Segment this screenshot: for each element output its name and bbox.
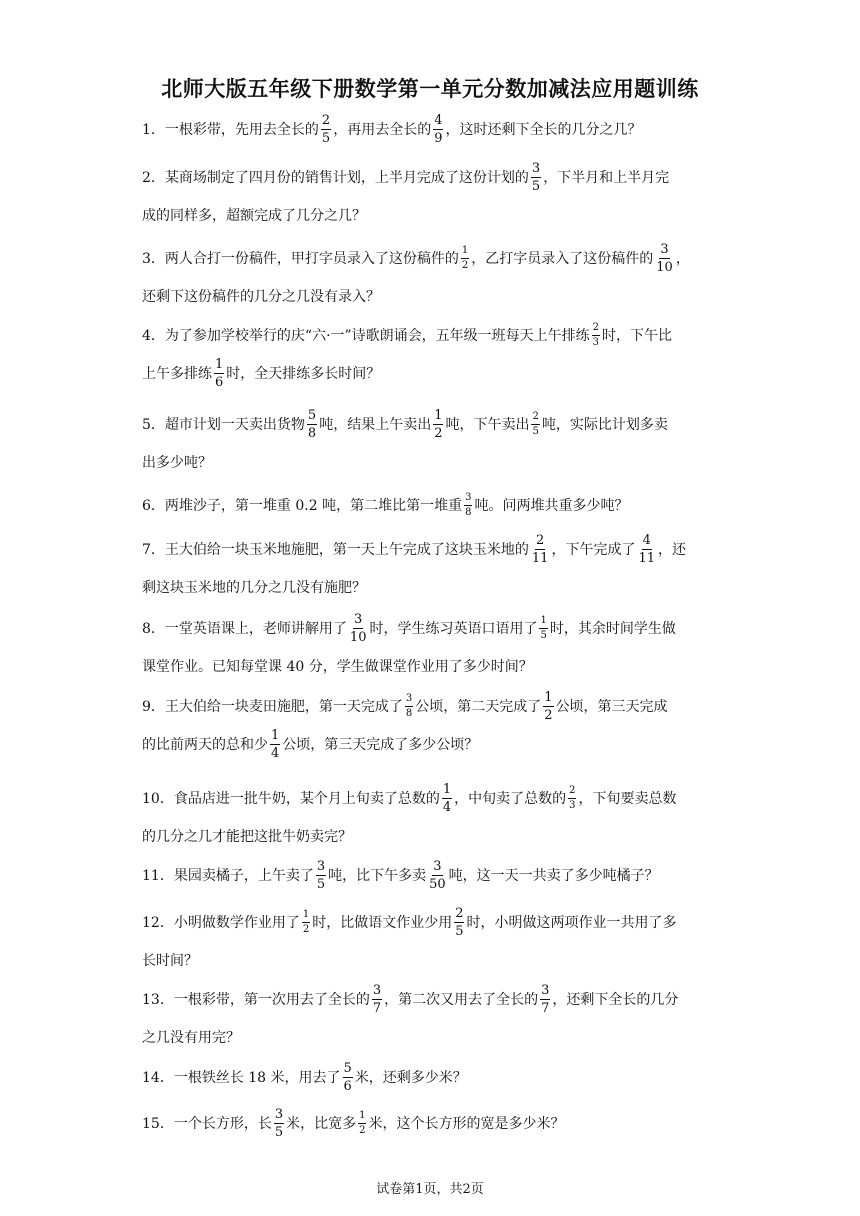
fraction-numerator: 2 — [531, 412, 539, 425]
fraction-denominator: 5 — [274, 1124, 284, 1140]
fraction-numerator: 3 — [531, 160, 541, 176]
fraction-denominator: 2 — [461, 259, 469, 271]
fraction-numerator: 4 — [642, 532, 651, 548]
fraction — [442, 783, 452, 814]
fraction — [302, 910, 310, 935]
fraction-numerator: 3 — [316, 858, 326, 874]
question-text: 5．超市计划一天卖出货物 — [142, 417, 305, 433]
question-text: ，下半月和上半月完 — [543, 170, 670, 186]
fraction-denominator: 6 — [343, 1078, 352, 1094]
fraction-denominator: 5 — [540, 629, 547, 641]
fraction — [433, 409, 443, 440]
fraction-denominator: 2 — [544, 707, 553, 723]
fraction-numerator: 2 — [455, 905, 464, 921]
question-2 — [142, 158, 722, 234]
question-text: 吨，这一天一共卖了多少吨橘子？ — [448, 868, 659, 884]
question-text: ，还 — [658, 542, 686, 558]
fraction — [343, 1062, 353, 1093]
question-10 — [142, 779, 722, 855]
question-line — [142, 687, 722, 725]
question-line — [142, 354, 722, 392]
question-1 — [142, 110, 722, 148]
fraction-numerator: 1 — [434, 407, 443, 423]
question-text: ，下午完成了 — [551, 542, 636, 558]
fraction — [531, 412, 539, 437]
fraction-denominator: 5 — [531, 178, 541, 194]
question-text: 公顷，第三天完成 — [555, 699, 668, 715]
question-line — [142, 817, 722, 855]
fraction-denominator: 3 — [569, 799, 576, 811]
fraction-numerator: 3 — [274, 1106, 284, 1122]
fraction-denominator: 10 — [656, 259, 673, 275]
fraction-numerator: 3 — [354, 611, 363, 627]
question-line — [142, 725, 722, 763]
fraction — [321, 114, 331, 145]
fraction — [655, 243, 674, 274]
question-line — [142, 110, 722, 148]
fraction-numerator: 3 — [660, 241, 669, 257]
question-text: 剩这块玉米地的几分之几没有施肥？ — [142, 580, 366, 596]
question-text: 米，比宽多 — [286, 1116, 357, 1132]
question-text: 13．一根彩带，第一次用去了全长的 — [142, 992, 370, 1008]
question-line — [142, 530, 722, 568]
question-line — [142, 647, 722, 685]
question-text: 米，这个长方形的宽是多少米？ — [368, 1116, 565, 1132]
question-9 — [142, 687, 722, 763]
fraction-denominator: 11 — [531, 550, 549, 566]
question-line — [142, 277, 722, 315]
fraction-numerator: 4 — [434, 112, 443, 128]
question-line — [142, 568, 722, 606]
fraction-denominator: 8 — [307, 425, 317, 441]
fraction-denominator: 4 — [442, 799, 452, 815]
question-text: 时，下午比 — [602, 328, 673, 344]
question-text: 时，全天排练多长时间？ — [226, 366, 381, 382]
question-text: 时，学生练习英语口语用了 — [369, 621, 538, 637]
fraction — [543, 691, 553, 722]
fraction-numerator: 2 — [568, 786, 576, 799]
question-15 — [142, 1104, 722, 1142]
question-text: 8．一堂英语课上，老师讲解用了 — [142, 621, 347, 637]
fraction-denominator: 2 — [302, 923, 310, 935]
fraction — [539, 616, 547, 641]
fraction-denominator: 8 — [465, 506, 472, 518]
fraction-numerator: 1 — [302, 910, 310, 923]
question-line — [142, 158, 722, 196]
fraction-denominator: 11 — [638, 550, 655, 566]
fraction — [405, 694, 413, 719]
question-text: 7．王大伯给一块玉米地施肥，第一天上午完成了这块玉米地的 — [142, 542, 529, 558]
question-line — [142, 903, 722, 941]
fraction-numerator: 3 — [372, 982, 382, 998]
fraction-numerator: 3 — [464, 493, 472, 506]
question-text: ， — [675, 251, 690, 267]
fraction — [372, 984, 382, 1015]
fraction — [270, 729, 280, 760]
fraction-denominator: 5 — [316, 876, 326, 892]
fraction-numerator: 2 — [321, 112, 331, 128]
question-text: 成的同样多，超额完成了几分之几？ — [142, 208, 366, 224]
fraction-numerator: 1 — [442, 781, 452, 797]
fraction-numerator: 1 — [461, 246, 469, 259]
question-text: 15．一个长方形，长 — [142, 1116, 272, 1132]
question-text: 6．两堆沙子，第一堆重 0.2 吨，第二堆比第一堆重 — [142, 498, 463, 514]
question-5 — [142, 405, 722, 481]
question-line — [142, 316, 722, 354]
question-text: 1．一根彩带，先用去全长的 — [142, 122, 319, 138]
question-text: 米，还剩多少米？ — [354, 1070, 467, 1086]
question-text: 吨，结果上午卖出 — [319, 417, 432, 433]
question-text: 吨。问两堆共重多少吨？ — [474, 498, 629, 514]
question-line — [142, 486, 722, 524]
question-text: 课堂作业。已知每堂课 40 分，学生做课堂作业用了多少时间？ — [142, 659, 533, 675]
question-text: 时，比做语文作业少用 — [312, 915, 453, 931]
question-text: 9．王大伯给一块麦田施肥，第一天完成了 — [142, 699, 403, 715]
question-text: 12．小明做数学作业用了 — [142, 915, 300, 931]
question-12 — [142, 903, 722, 979]
fraction-numerator: 5 — [343, 1060, 352, 1076]
fraction-denominator: 5 — [455, 923, 464, 939]
fraction — [307, 409, 317, 440]
question-text: 4．为了参加学校举行的庆“六·一”诗歌朗诵会，五年级一班每天上午排练 — [142, 328, 590, 344]
question-3 — [142, 239, 722, 315]
fraction-denominator: 7 — [372, 1000, 382, 1016]
fraction-denominator: 2 — [359, 1124, 366, 1136]
question-text: ，还剩下全长的几分 — [552, 992, 679, 1008]
question-line — [142, 856, 722, 894]
question-text: 吨，实际比计划多卖 — [541, 417, 668, 433]
question-text: 3．两人合打一份稿件，甲打字员录入了这份稿件的 — [142, 251, 459, 267]
fraction-numerator: 3 — [541, 982, 550, 998]
question-line — [142, 941, 722, 979]
page-title: 北师大版五年级下册数学第一单元分数加减法应用题训练 — [161, 76, 699, 101]
page-footer: 试卷第1页，共2页 — [376, 1182, 484, 1197]
fraction-numerator: 3 — [405, 694, 413, 707]
question-text: 时，小明做这两项作业一共用了多 — [466, 915, 677, 931]
question-text: 2．某商场制定了四月份的销售计划，上半月完成了这份计划的 — [142, 170, 529, 186]
fraction — [358, 1111, 366, 1136]
question-line — [142, 779, 722, 817]
question-7 — [142, 530, 722, 606]
fraction — [316, 860, 326, 891]
question-14 — [142, 1058, 722, 1096]
question-text: 的比前两天的总和少 — [142, 737, 268, 753]
question-text: 吨，下午卖出 — [445, 417, 530, 433]
fraction-denominator: 50 — [429, 876, 446, 892]
fraction-numerator: 1 — [271, 727, 280, 743]
question-8 — [142, 609, 722, 685]
fraction-numerator: 1 — [539, 616, 547, 629]
question-text: 14．一根铁丝长 18 米，用去了 — [142, 1070, 341, 1086]
question-text: 长时间？ — [142, 953, 198, 969]
fraction-denominator: 2 — [434, 425, 443, 441]
question-text: 公顷，第二天完成了 — [415, 699, 542, 715]
question-text: 出多少吨？ — [142, 455, 212, 471]
fraction-denominator: 7 — [541, 1000, 550, 1016]
fraction-denominator: 6 — [215, 374, 224, 390]
question-line — [142, 1018, 722, 1056]
question-text: 之几没有用完？ — [142, 1030, 240, 1046]
fraction — [568, 786, 576, 811]
question-11 — [142, 856, 722, 894]
question-text: ，再用去全长的 — [333, 122, 432, 138]
fraction-numerator: 1 — [544, 689, 553, 705]
fraction-denominator: 5 — [532, 425, 539, 437]
fraction — [214, 358, 224, 389]
fraction-numerator: 3 — [433, 858, 442, 874]
fraction — [464, 493, 472, 518]
question-text: 11．果园卖橘子，上午卖了 — [142, 868, 314, 884]
question-line — [142, 609, 722, 647]
fraction-numerator: 1 — [358, 1111, 366, 1124]
fraction — [433, 114, 443, 145]
question-text: ，下旬要卖总数 — [578, 791, 677, 807]
question-text: ，中旬卖了总数的 — [454, 791, 567, 807]
question-text: 上午多排练 — [142, 366, 212, 382]
fraction-denominator: 9 — [434, 130, 443, 146]
fraction-numerator: 2 — [592, 323, 600, 336]
fraction — [461, 246, 469, 271]
question-text: ，第二次又用去了全长的 — [384, 992, 539, 1008]
fraction-numerator: 2 — [536, 532, 545, 548]
fraction-denominator: 10 — [349, 629, 367, 645]
fraction-numerator: 5 — [307, 407, 317, 423]
question-text: ，乙打字员录入了这份稿件的 — [471, 251, 654, 267]
fraction-denominator: 8 — [405, 707, 413, 719]
question-line — [142, 443, 722, 481]
fraction-numerator: 1 — [215, 356, 224, 372]
question-text: 时，其余时间学生做 — [549, 621, 676, 637]
fraction — [637, 534, 656, 565]
question-text: 吨，比下午多卖 — [328, 868, 427, 884]
question-text: 还剩下这份稿件的几分之几没有录入？ — [142, 289, 380, 305]
question-text: 公顷，第三天完成了多少公顷？ — [282, 737, 479, 753]
question-text: 的几分之几才能把这批牛奶卖完？ — [142, 829, 352, 845]
question-line — [142, 980, 722, 1018]
fraction — [540, 984, 550, 1015]
question-text: 10．食品店进一批牛奶，某个月上旬卖了总数的 — [142, 791, 440, 807]
fraction — [274, 1108, 284, 1139]
fraction — [428, 860, 447, 891]
fraction — [349, 613, 368, 644]
question-4 — [142, 316, 722, 392]
question-line — [142, 405, 722, 443]
question-13 — [142, 980, 722, 1056]
fraction — [531, 162, 541, 193]
question-line — [142, 196, 722, 234]
question-line — [142, 239, 722, 277]
fraction — [592, 323, 600, 348]
fraction-denominator: 3 — [592, 336, 600, 348]
fraction-denominator: 4 — [271, 745, 280, 761]
question-text: ，这时还剩下全长的几分之几？ — [445, 122, 642, 138]
fraction-denominator: 5 — [321, 130, 331, 146]
question-line — [142, 1104, 722, 1142]
fraction — [454, 907, 464, 938]
fraction — [531, 534, 550, 565]
question-line — [142, 1058, 722, 1096]
question-6 — [142, 486, 722, 524]
